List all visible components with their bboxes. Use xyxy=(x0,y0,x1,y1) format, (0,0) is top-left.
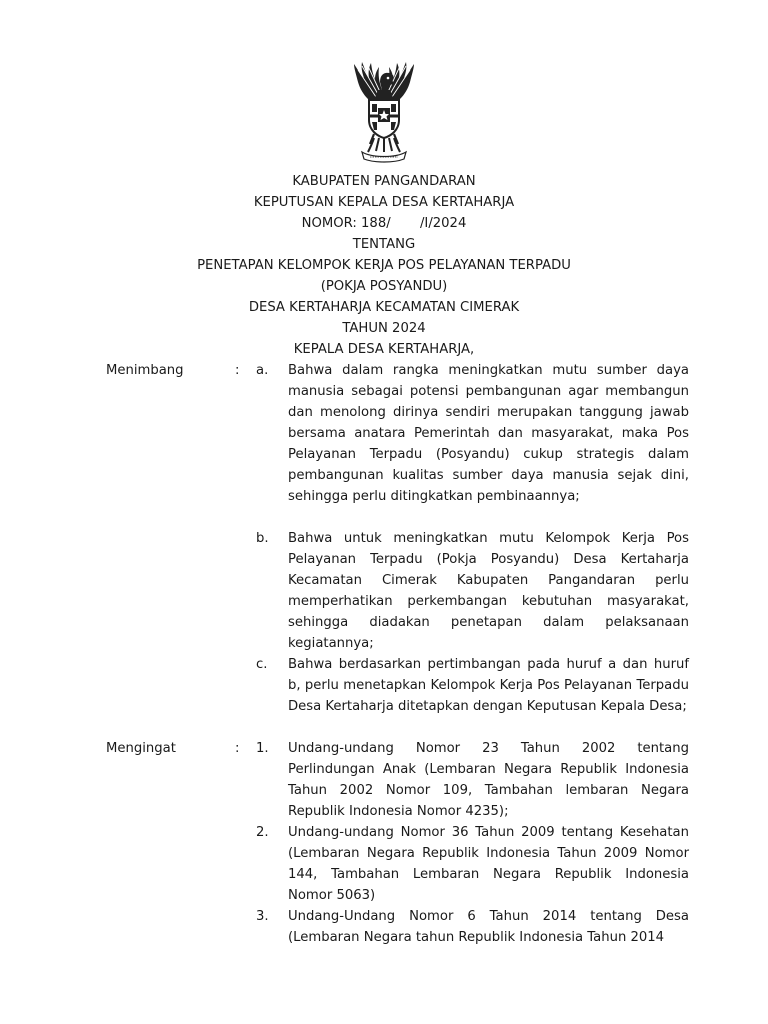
item-marker: 1. xyxy=(256,741,269,756)
official-title: KEPALA DESA KERTAHARJA, xyxy=(293,342,475,357)
garuda-emblem-icon xyxy=(344,60,424,164)
subject-line-1: PENETAPAN KELOMPOK KERJA POS PELAYANAN TERPADU xyxy=(197,258,571,273)
item-text: Bahwa berdasarkan pertimbangan pada huruf a dan huruf b, perlu menetapkan Kelompok Kerja Pos Pelayanan Terpadu Desa Kertaharja ditetapkan dengan Keputusan Kepala Desa; xyxy=(288,657,689,714)
item-text: Undang-Undang Nomor 6 Tahun 2014 tentang Desa (Lembaran Negara tahun Republik Indonesia Tahun 2014 xyxy=(288,909,689,945)
regency-title: KABUPATEN PANGANDARAN xyxy=(292,174,476,189)
decree-year: TAHUN 2024 xyxy=(342,321,426,336)
subject-line-3: DESA KERTAHARJA KECAMATAN CIMERAK xyxy=(248,300,520,315)
section-colon: : xyxy=(235,741,240,756)
item-text: Bahwa dalam rangka meningkatkan mutu sumber daya manusia sebagai potensi pembangunan agar membangun dan menolong dirinya sendiri merupakan tanggung jawab bersama anatara Pemerintah dan masyarakat, maka Pos Pelayanan Terpadu (Posyandu) cukup strategis dalam pembangunan kualitas sumber daya manusia sejak dini, sehingga perlu ditingkatkan pembinaannya; xyxy=(288,363,689,504)
item-marker: c. xyxy=(256,657,268,672)
decree-heading xyxy=(0,171,768,360)
item-marker: a. xyxy=(256,363,269,378)
section-colon: : xyxy=(235,363,240,378)
item-text: Undang-undang Nomor 23 Tahun 2002 tentang Perlindungan Anak (Lembaran Negara Republik Indonesia Tahun 2002 Nomor 109, Tambahan lembaran Negara Republik Indonesia Nomor 4235); xyxy=(288,741,689,819)
subject-line-2: (POKJA POSYANDU) xyxy=(320,279,448,294)
section-label: Mengingat xyxy=(106,741,176,756)
item-marker: 3. xyxy=(256,909,269,924)
item-marker: b. xyxy=(256,531,269,546)
section-label: Menimbang xyxy=(106,363,184,378)
item-marker: 2. xyxy=(256,825,269,840)
about-label: TENTANG xyxy=(352,237,416,252)
item-text: Bahwa untuk meningkatkan mutu Kelompok Kerja Pos Pelayanan Terpadu (Pokja Posyandu) Desa Kertaharja Kecamatan Cimerak Kabupaten Pangandaran perlu memperhatikan perkembangan kebutuhan masyarakat, sehingga diadakan penetapan dalam pelaksanaan kegiatannya; xyxy=(288,531,689,651)
item-text: Undang-undang Nomor 36 Tahun 2009 tentang Kesehatan (Lembaran Negara Republik Indonesia Tahun 2009 Nomor 144, Tambahan Lembaran Negara Republik Indonesia Nomor 5063) xyxy=(288,825,689,903)
decree-title: KEPUTUSAN KEPALA DESA KERTAHARJA xyxy=(253,195,515,210)
decree-number: NOMOR: 188/ /I/2024 xyxy=(301,216,467,231)
